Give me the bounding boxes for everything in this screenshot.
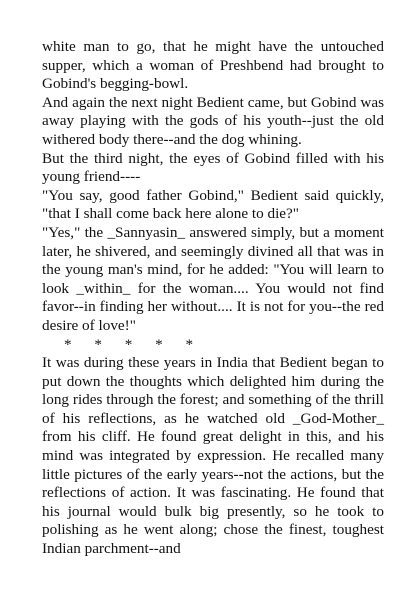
- paragraph-4: "You say, good father Gobind," Bedient said quickly, "that I shall come back here alone to die?": [42, 186, 384, 223]
- paragraph-2: And again the next night Bedient came, but Gobind was away playing with the gods of his youth--just the old withered body there--and the dog whining.: [42, 93, 384, 148]
- paragraph-1: white man to go, that he might have the untouched supper, which a woman of Preshbend had brought to Gobind's begging-bowl.: [42, 38, 384, 93]
- paragraph-6: It was during these years in India that Bedient began to put down the thoughts which delighted him during the long rides through the forest; and something of the thrill of his reflections, as he watched old _God-Mother_ from his cliff. He found great delight in this, and his mind was integrated by expression. He recalled many little pictures of the early years--not the actions, but the reflections of action. It was fascinating. He found that his journal would bulk big presently, so he took to polishing as he went along; chose the finest, toughest Indian parchment--and: [42, 354, 384, 558]
- paragraph-5: "Yes," the _Sannyasin_ answered simply, but a moment later, he shivered, and seemingly divined all that was in the young man's mind, for he added: "You will learn to look _within_ for the woman.... You would not find favor--in finding her without.... It is not for you--the red desire of love!": [42, 223, 384, 334]
- paragraph-3: But the third night, the eyes of Gobind filled with his young friend----: [42, 149, 384, 186]
- section-separator: * * * * *: [64, 335, 194, 353]
- book-page: [42, 38, 384, 559]
